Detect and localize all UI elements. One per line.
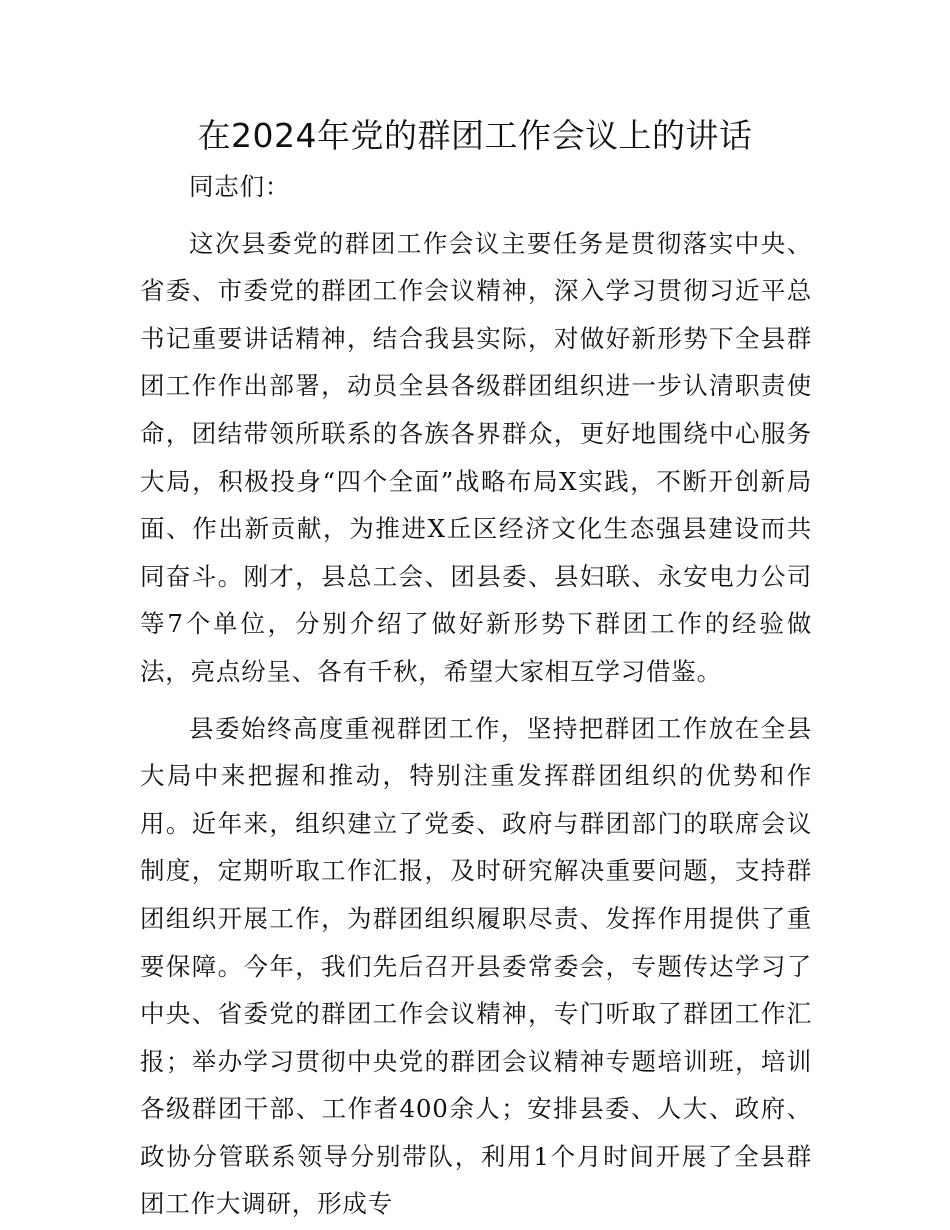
- document-title: 在2024年党的群团工作会议上的讲话: [197, 116, 753, 155]
- document-body: [140, 163, 812, 1228]
- paragraph-2: 县委始终高度重视群团工作，坚持把群团工作放在全县大局中来把握和推动，特别注重发挥群团组织的优势和作用。近年来，组织建立了党委、政府与群团部门的联席会议制度，定期听取工作汇报，及时研究解决重要问题，支持群团组织开展工作，为群团组织履职尽责、发挥作用提供了重要保障。今年，我们先后召开县委常委会，专题传达学习了中央、省委党的群团工作会议精神，专门听取了群团工作汇报；举办学习贯彻中央党的群团会议精神专题培训班，培训各级群团干部、工作者400余人；安排县委、人大、政府、政协分管联系领导分别带队，利用1个月时间开展了全县群团工作大调研，形成专: [140, 713, 812, 1219]
- salutation: 同志们：: [189, 172, 291, 201]
- paragraph-1: 这次县委党的群团工作会议主要任务是贯彻落实中央、省委、市委党的群团工作会议精神，深入学习贯彻习近平总书记重要讲话精神，结合我县实际，对做好新形势下全县群团工作作出部署，动员全县各级群团组织进一步认清职责使命，团结带领所联系的各族各界群众，更好地围绕中心服务大局，积极投身“四个全面”战略布局X实践，不断开创新局面、作出新贡献，为推进X丘区经济文化生态强县建设而共同奋斗。刚才，县总工会、团县委、县妇联、永安电力公司等7个单位，分别介绍了做好新形势下群团工作的经验做法，亮点纷呈、各有千秋，希望大家相互学习借鉴。: [140, 228, 812, 686]
